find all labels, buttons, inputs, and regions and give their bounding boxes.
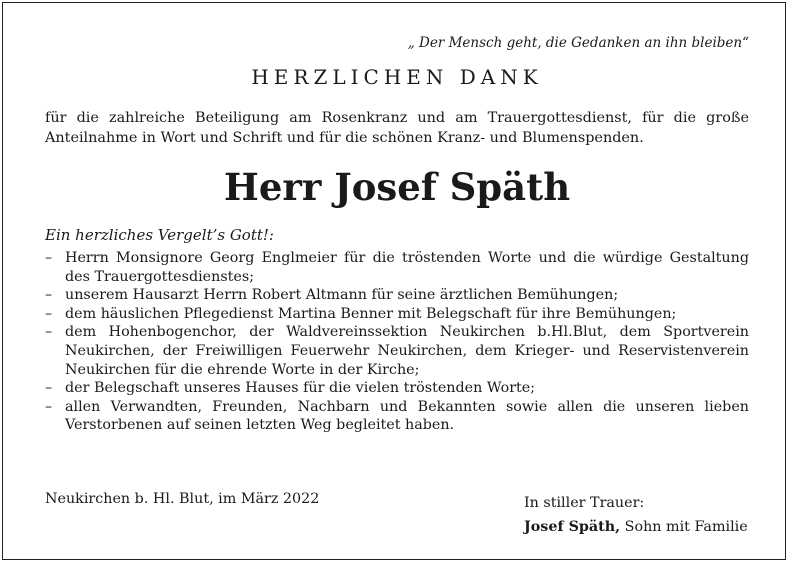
motto-quote: „ Der Mensch geht, die Gedanken an ihn bleiben“ bbox=[407, 35, 749, 51]
intro-paragraph: für die zahlreiche Beteiligung am Rosenkranz und am Trauergottesdienst, für die große Anteilnahme in Wort und Schrift und für die schönen Kranz- und Blumenspenden. bbox=[45, 110, 749, 146]
signatory-line bbox=[524, 515, 748, 539]
mourning-label: In stiller Trauer: bbox=[524, 495, 645, 511]
deceased-name: Herr Josef Späth bbox=[223, 165, 571, 209]
thanks-item: – Herrn Monsignore Georg Englmeier für die tröstenden Worte und die würdige Gestaltung des Trauergottesdienstes; bbox=[45, 249, 749, 286]
thanks-list bbox=[45, 249, 749, 435]
thanks-item: – der Belegschaft unseres Hauses für die vielen tröstenden Worte; bbox=[45, 379, 749, 398]
thanks-heading: Ein herzliches Vergelt’s Gott!: bbox=[45, 226, 274, 244]
signatory-name: Josef Späth, bbox=[524, 519, 621, 535]
notice-frame bbox=[2, 2, 786, 560]
thanks-item: – dem Hohenbogenchor, der Waldvereinssektion Neukirchen b.Hl.Blut, dem Sportverein Neukirchen, der Freiwilligen Feuerwehr Neukirchen, dem Krieger- und Reservistenverein Neukirchen für die ehrende Worte in der Kirche; bbox=[45, 323, 749, 379]
thanks-item: – allen Verwandten, Freunden, Nachbarn und Bekannten sowie allen die unseren lieben Verstorbenen auf seinen letzten Weg begleitet haben. bbox=[45, 398, 749, 435]
thanks-item: – unserem Hausarzt Herrn Robert Altmann für seine ärztlichen Bemühungen; bbox=[45, 286, 749, 305]
signature-block bbox=[524, 491, 748, 539]
thanks-item: – dem häuslichen Pflegedienst Martina Benner mit Belegschaft für ihre Bemühungen; bbox=[45, 305, 749, 324]
place-date: Neukirchen b. Hl. Blut, im März 2022 bbox=[45, 491, 320, 507]
heading-herzlichen-dank: HERZLICHEN DANK bbox=[251, 65, 543, 89]
signatory-relation: Sohn mit Familie bbox=[620, 519, 748, 535]
